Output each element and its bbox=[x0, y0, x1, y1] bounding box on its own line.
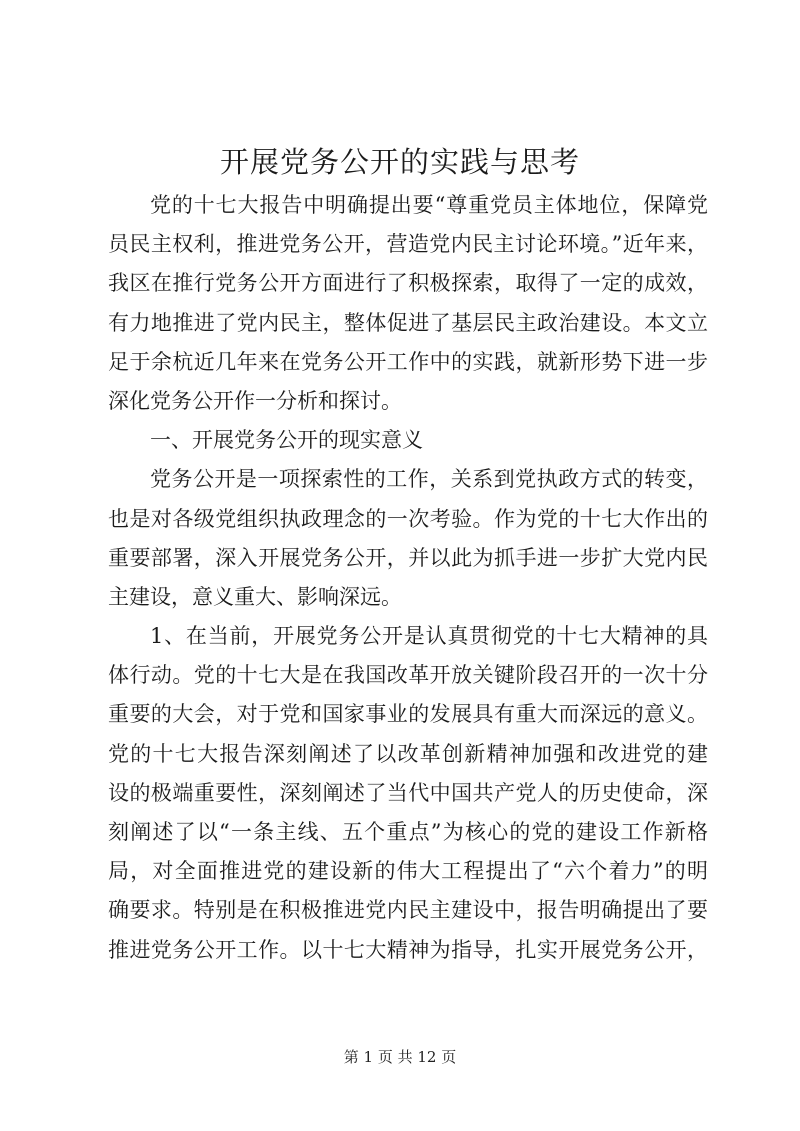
body-line: 重要的大会，对于党和国家事业的发展具有重大而深远的意义。 bbox=[108, 702, 708, 727]
body-line: 我区在推行党务公开方面进行了积极探索，取得了一定的成效， bbox=[108, 271, 708, 296]
body-line: 1、在当前，开展党务公开是认真贯彻党的十七大精神的具 bbox=[150, 624, 708, 649]
body-line: 有力地推进了党内民主，整体促进了基层民主政治建设。本文立 bbox=[108, 310, 708, 335]
body-line: 体行动。党的十七大是在我国改革开放关键阶段召开的一次十分 bbox=[108, 663, 708, 688]
body-line: 足于余杭近几年来在党务公开工作中的实践，就新形势下进一步 bbox=[108, 349, 708, 374]
body-line: 党务公开是一项探索性的工作，关系到党执政方式的转变， bbox=[150, 467, 708, 492]
body-line: 重要部署，深入开展党务公开，并以此为抓手进一步扩大党内民 bbox=[108, 545, 708, 570]
section-heading: 一、开展党务公开的现实意义 bbox=[150, 428, 423, 453]
body-line: 刻阐述了以“一条主线、五个重点”为核心的党的建设工作新格 bbox=[108, 820, 708, 844]
body-line: 深化党务公开作一分析和探讨。 bbox=[108, 388, 402, 413]
body-line: 也是对各级党组织执政理念的一次考验。作为党的十七大作出的 bbox=[108, 506, 708, 531]
body-line: 设的极端重要性，深刻阐述了当代中国共产党人的历史使命，深 bbox=[108, 780, 708, 805]
body-line: 员民主权利，推进党务公开，营造党内民主讨论环境。”近年来， bbox=[108, 232, 708, 257]
body-line: 推进党务公开工作。以十七大精神为指导，扎实开展党务公开， bbox=[108, 937, 708, 962]
document-title: 开展党务公开的实践与思考 bbox=[219, 145, 580, 179]
page-number: 第 1 页 共 12 页 bbox=[343, 1048, 457, 1066]
document-body bbox=[108, 186, 708, 970]
body-line: 主建设，意义重大、影响深远。 bbox=[108, 584, 402, 609]
body-line: 确要求。特别是在积极推进党内民主建设中，报告明确提出了要 bbox=[108, 898, 708, 923]
page-footer bbox=[0, 1047, 800, 1067]
body-line: 党的十七大报告中明确提出要“尊重党员主体地位，保障党 bbox=[150, 193, 708, 217]
body-line: 局，对全面推进党的建设新的伟大工程提出了“六个着力”的明 bbox=[108, 859, 708, 884]
body-line: 党的十七大报告深刻阐述了以改革创新精神加强和改进党的建 bbox=[108, 741, 708, 766]
